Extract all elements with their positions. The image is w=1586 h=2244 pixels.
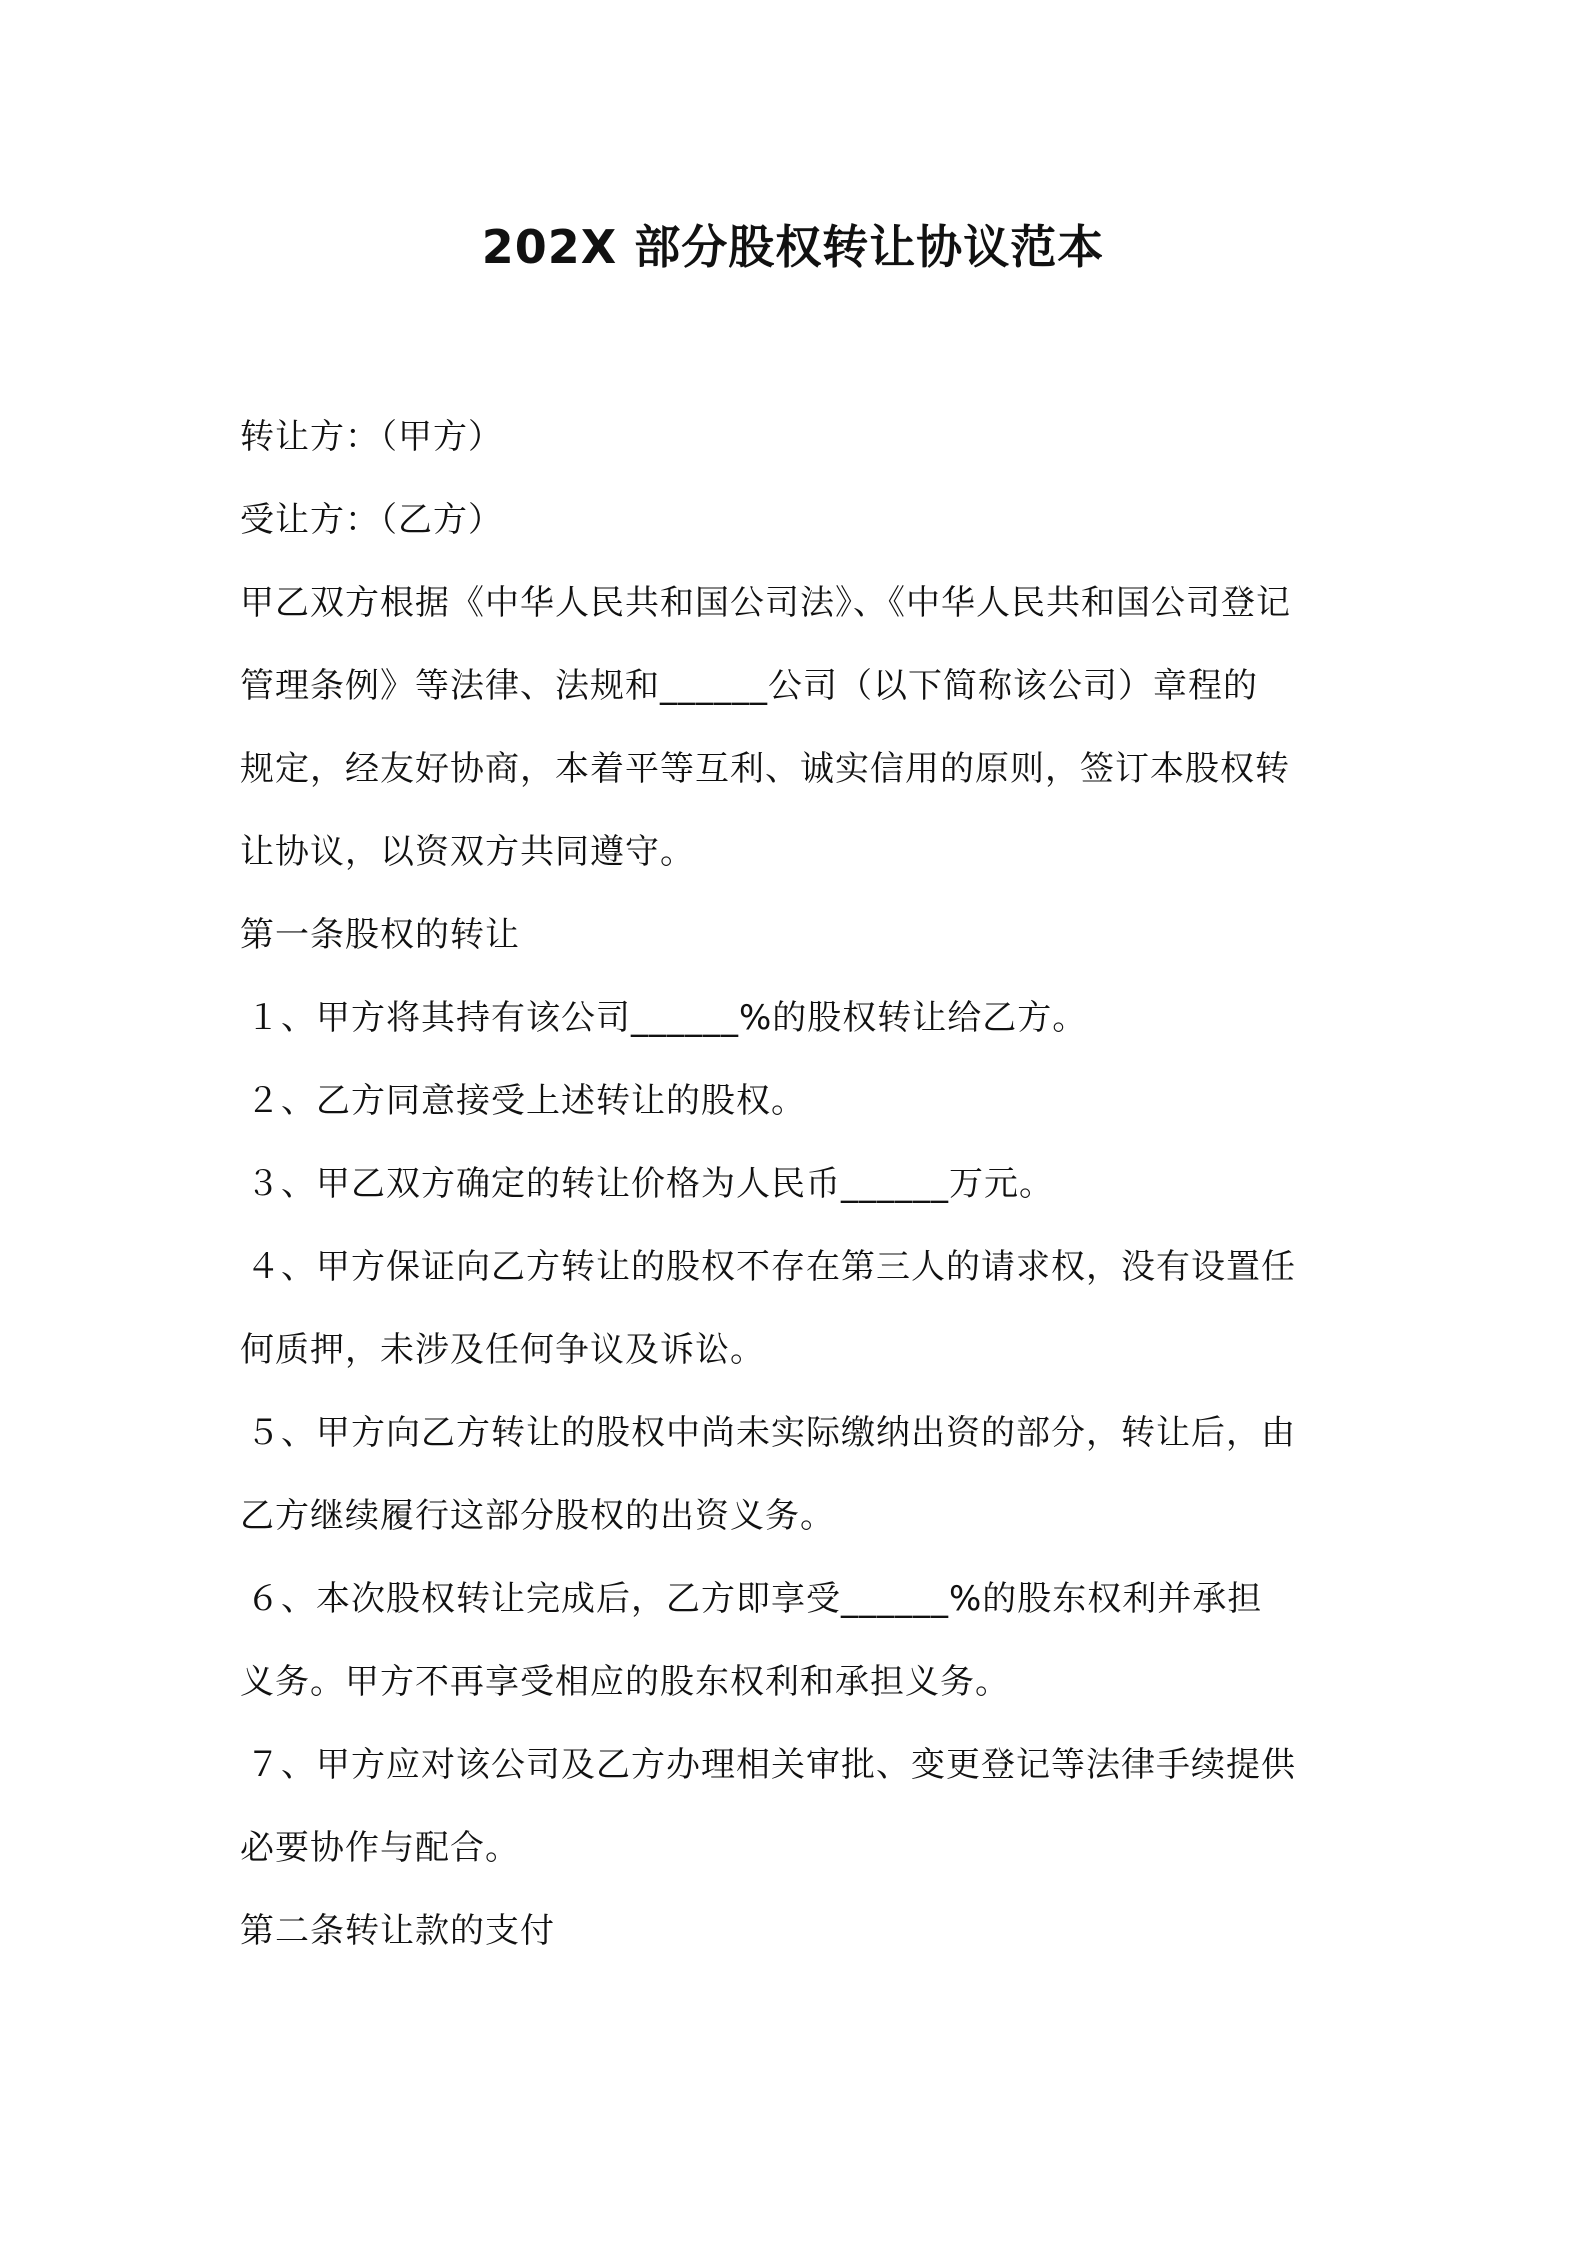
article-1-clause-5-line-2: 乙方继续履行这部分股权的出资义务。 — [240, 1496, 835, 1536]
article-1-clause-5-line-1: ５、甲方向乙方转让的股权中尚未实际缴纳出资的部分，转让后，由 — [246, 1413, 1296, 1453]
preamble-line-1: 甲乙双方根据《中华人民共和国公司法》、《中华人民共和国公司登记 — [240, 583, 1291, 623]
preamble-line-2: 管理条例》等法律、法规和______公司（以下简称该公司）章程的 — [240, 666, 1258, 706]
article-1-clause-6-line-2: 义务。甲方不再享受相应的股东权利和承担义务。 — [240, 1662, 1010, 1702]
preamble-line-4: 让协议，以资双方共同遵守。 — [240, 832, 695, 872]
document-title: 202X 部分股权转让协议范本 — [481, 220, 1105, 274]
preamble-line-3: 规定，经友好协商，本着平等互利、诚实信用的原则，签订本股权转 — [240, 749, 1290, 789]
article-1-heading: 第一条股权的转让 — [240, 915, 520, 955]
article-1-clause-7-line-1: ７、甲方应对该公司及乙方办理相关审批、变更登记等法律手续提供 — [246, 1745, 1296, 1785]
transferor-line: 转让方：（甲方） — [240, 417, 503, 457]
article-1-clause-4-line-2: 何质押，未涉及任何争议及诉讼。 — [240, 1330, 765, 1370]
article-1-clause-1: １、甲方将其持有该公司______%的股权转让给乙方。 — [246, 998, 1088, 1038]
article-1-clause-3: ３、甲乙双方确定的转让价格为人民币______万元。 — [246, 1164, 1054, 1204]
article-1-clause-6-line-1: ６、本次股权转让完成后，乙方即享受______%的股东权利并承担 — [246, 1579, 1263, 1619]
article-1-clause-4-line-1: ４、甲方保证向乙方转让的股权不存在第三人的请求权，没有设置任 — [246, 1247, 1296, 1287]
article-1-clause-2: ２、乙方同意接受上述转让的股权。 — [246, 1081, 806, 1121]
article-2-heading: 第二条转让款的支付 — [240, 1911, 555, 1951]
transferee-line: 受让方：（乙方） — [240, 500, 503, 540]
article-1-clause-7-line-2: 必要协作与配合。 — [240, 1828, 520, 1868]
document-body — [240, 396, 1350, 1973]
